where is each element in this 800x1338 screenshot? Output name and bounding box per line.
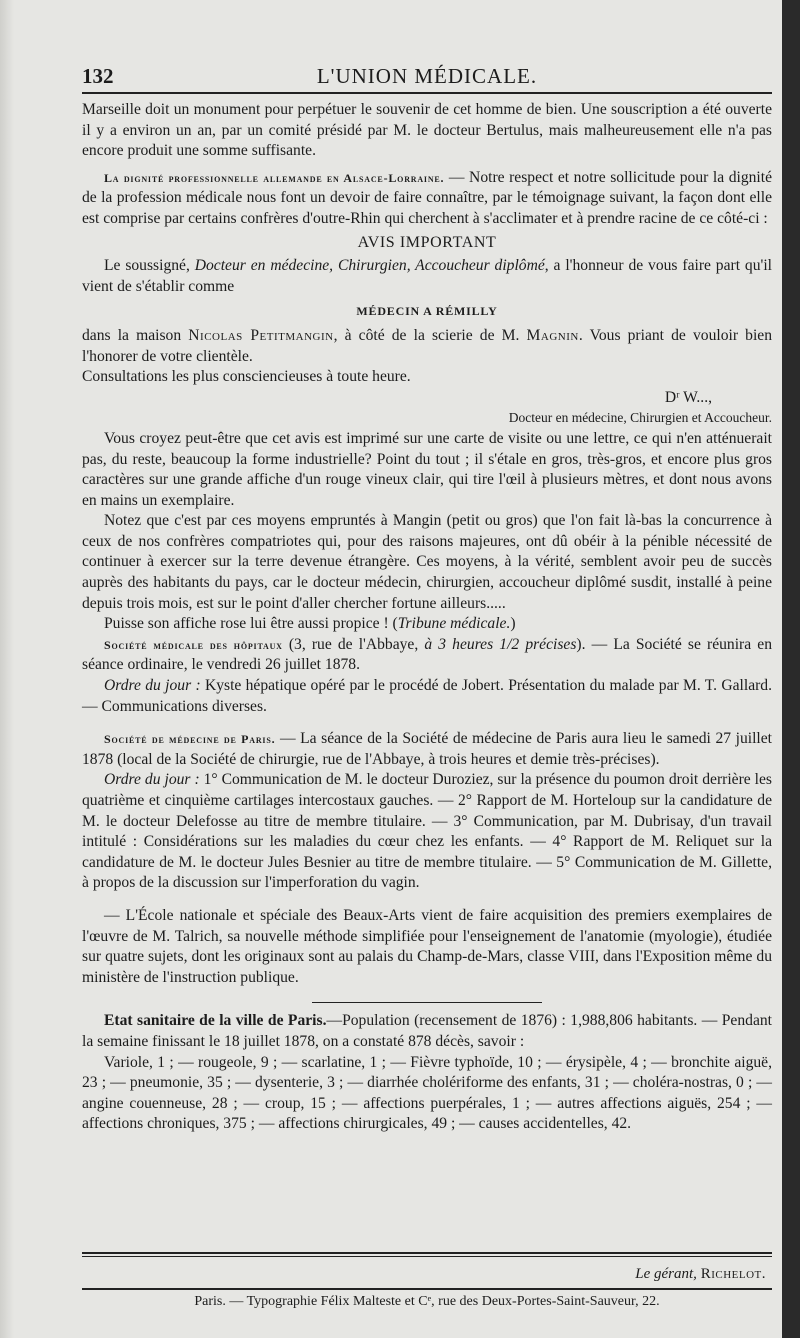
avis-text: . Vous priant de vouloir bien l'honorer de votre clientèle.: [82, 326, 772, 365]
commentary-paragraph-1: Vous croyez peut-être que cet avis est imprimé sur une carte de visite ou une lettre, ce qui n'en atténuerait pas, du reste, beaucoup la forme industrielle? Point du tout ; il s'étale en gros, très-gros, et encore plus gros caractères sur une grande affiche d'un rouge vineux clair, qui tire l'œil à plusieurs mètres, et dont nous avons en mains un exemplaire.: [82, 429, 772, 509]
avis-text: Le soussigné,: [104, 257, 195, 275]
commentary-paragraph-3: [82, 614, 772, 635]
journal-title: L'UNION MÉDICALE.: [316, 64, 538, 88]
avis-credentials: Docteur en médecine, Chirurgien, Accoucheur diplômé: [194, 257, 545, 275]
footer-rule-top-thin: [82, 1256, 772, 1257]
avis-paragraph-1: [82, 256, 772, 297]
printer-line: Paris. — Typographie Félix Malteste et Cᵉ, rue des Deux-Portes-Saint-Sauveur, 22.: [194, 1294, 660, 1309]
medecine-paris-paragraph: [82, 729, 772, 770]
hopitaux-time: à 3 heures 1/2 précises: [424, 635, 577, 653]
header-rule: [82, 92, 772, 94]
hopitaux-heading: Société médicale des hôpitaux: [104, 637, 283, 652]
hopitaux-paragraph: [82, 635, 772, 676]
etat-sanitaire-detail: Variole, 1 ; — rougeole, 9 ; — scarlatine, 1 ; — Fièvre typhoïde, 10 ; — érysipèle, 4 ; — bronchite aiguë, 23 ; — pneumonie, 35 ; — dysenterie, 3 ; — diarrhée cholériforme des enfants, 31 ; — choléra-nostras, 0 ; — angine couenneuse, 28 ; — croup, 15 ; — affections puerpérales, 1 ; — autres affections aiguës, 254 ; — affections chroniques, 375 ; — affections chirurgicales, 49 ; — causes accidentelles, 42.: [82, 1053, 772, 1133]
gerant-label: Le gérant,: [635, 1266, 697, 1282]
avis-role: MÉDECIN A RÉMILLY: [356, 304, 498, 319]
avis-signature-title: Docteur en médecine, Chirurgien et Accoucheur.: [508, 410, 772, 426]
beaux-arts-paragraph: — L'École nationale et spéciale des Beaux-Arts vient de faire acquisition des premiers exemplaires de l'œuvre de M. Talrich, sa nouvelle méthode simplifiée pour l'enseignement de l'anatomie (myologie), étudiée sur quatre sujets, dont les originaux sont au palais du Champ-de-Mars, classe VIII, dans l'Exposition même du ministère de l'instruction publique.: [82, 906, 772, 986]
commentary-text: ): [510, 615, 516, 633]
scan-edge: [782, 0, 800, 1338]
gerant-name: Richelot.: [700, 1266, 766, 1282]
ordre-label: Ordre du jour :: [104, 677, 201, 695]
etat-sanitaire-intro: [82, 1011, 772, 1052]
avis-magnin: Magnin: [526, 326, 579, 344]
hopitaux-text: ). — La Société se réunira en séance ordinaire, le vendredi 26 juillet 1878.: [82, 635, 772, 674]
dignite-paragraph: [82, 168, 772, 230]
page-shadow: [0, 0, 14, 1338]
article-body: [82, 100, 772, 1135]
intro-paragraph: Marseille doit un monument pour perpétuer le souvenir de cet homme de bien. Une souscription a été ouverte il y a environ un an, par un comité présidé par M. le docteur Bertulus, mais malheureusement elle n'a pas encore produit une somme suffisante.: [82, 101, 772, 160]
dignite-heading: La dignité professionnelle allemande en Alsace-Lorraine.: [104, 170, 445, 185]
section-divider: [312, 1002, 542, 1003]
avis-consultations: Consultations les plus consciencieuses à toute heure.: [82, 368, 411, 386]
avis-text: , à côté de la scierie de M.: [333, 326, 527, 344]
gerant-line: [635, 1266, 766, 1283]
avis-text: , a l'honneur de vous faire part qu'il vient de s'établir comme: [82, 257, 772, 295]
commentary-paragraph-2: Notez que c'est par ces moyens empruntés à Mangin (petit ou gros) que l'on fait là-bas la concurrence à ceux de nos confrères compatriotes qui, pour des raisons majeures, ont dû obéir à la pénible nécessité de continuer à exercer sur la terre devenue étrangère. Ces moyens, à la vérité, semblent avoir peu de succès auprès des habitants du pays, car le docteur médecin, chirurgien, accoucheur diplômé susdit, installé à peine depuis trois mois, est sur le point d'aller chercher fortune ailleurs.....: [82, 512, 772, 612]
dignite-text: — Notre respect et notre sollicitude pour la dignité de la profession médicale nous font un devoir de faire connaître, par le témoignage suivant, la façon dont elle est comprise par certains confrères d'outre-Rhin qui cherchent à s'acclimater et à prendre racine de ce côté-ci :: [82, 168, 772, 227]
medecine-paris-ordre: [82, 770, 772, 894]
medecine-paris-text: — La séance de la Société de médecine de Paris aura lieu le samedi 27 juillet 1878 (local de la Société de chirurgie, rue de l'Abbaye, à trois heures et demie très-précises).: [82, 730, 772, 768]
etat-sanitaire-heading: Etat sanitaire de la ville de Paris.: [104, 1012, 327, 1030]
medecine-paris-heading: Société de médecine de Paris.: [104, 732, 276, 747]
page-header: [82, 58, 772, 88]
ordre-text: Kyste hépatique opéré par le procédé de Jobert. Présentation du malade par M. T. Gallard. — Communications diverses.: [82, 677, 772, 715]
avis-paragraph-2: [82, 326, 772, 367]
ordre-text: 1° Communication de M. le docteur Duroziez, sur la présence du poumon droit derrière les quatrième et cinquième cartilages intercostaux gauches. — 2° Rapport de M. Horteloup sur la candidature de M. le docteur Delefosse au titre de membre titulaire. — 3° Communication, par M. Dubrisay, d'un travail intitulé : Considérations sur les maladies du cœur chez les enfants. — 4° Rapport de M. Reliquet sur la candidature de M. le docteur Jules Besnier au titre de membre titulaire. — 5° Communication de M. Gillette, à propos de la discussion sur l'imperforation du vagin.: [82, 771, 772, 892]
avis-title: AVIS IMPORTANT: [357, 233, 497, 251]
hopitaux-text: (3, rue de l'Abbaye,: [282, 635, 425, 653]
footer-rule-bottom: [82, 1288, 772, 1290]
etat-sanitaire-text: —Population (recensement de 1876) : 1,988,806 habitants. — Pendant la semaine finissant le 18 juillet 1878, on a constaté 878 décès, savoir :: [82, 1012, 772, 1050]
hopitaux-ordre: [82, 676, 772, 717]
commentary-source: Tribune médicale.: [397, 615, 511, 633]
document-page: [82, 44, 772, 1314]
footer-rule-top: [82, 1252, 772, 1254]
avis-signature: Dʳ W...,: [664, 388, 712, 406]
avis-text: dans la maison: [82, 326, 189, 344]
commentary-text: Puisse son affiche rose lui être aussi propice ! (: [104, 615, 398, 633]
avis-maison: Nicolas Petitmangin: [188, 326, 334, 344]
page-number: 132: [82, 64, 114, 88]
ordre-label: Ordre du jour :: [104, 771, 200, 789]
